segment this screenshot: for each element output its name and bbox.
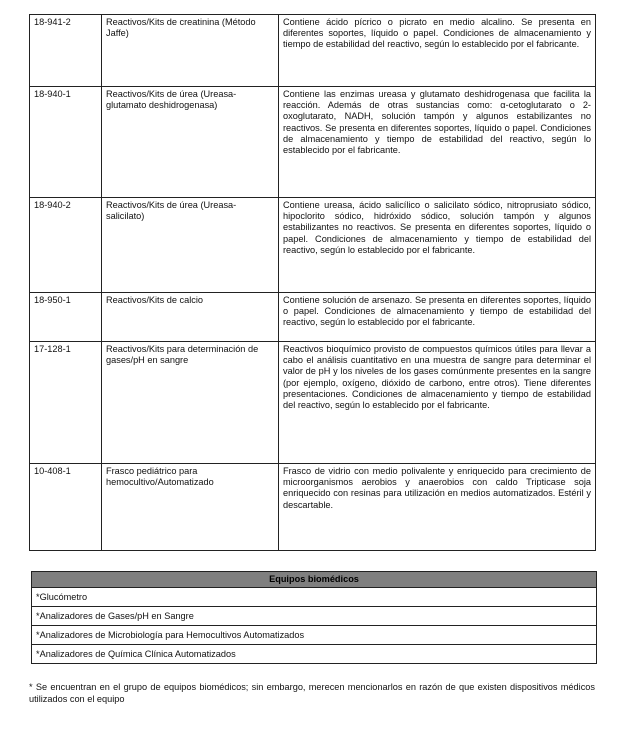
reactivo-name: Reactivos/Kits de úrea (Ureasa-glutamato deshidrogenasa) <box>102 87 279 198</box>
table-row <box>32 626 597 645</box>
equipos-table <box>31 571 597 664</box>
reactivo-description: Contiene ureasa, ácido salicílico o salicilato sódico, nitroprusiato sódico, hipoclorito sódico, hidróxido sódico, solución tampón y algunos estabilizantes no reactivos. Se presenta en diferentes soportes, líquido o papel. Condiciones de almacenamiento y tiempo de estabilidad del reactivo, según lo establecido por el fabricante. <box>279 198 596 293</box>
reactivos-table <box>29 14 596 551</box>
reactivo-description: Reactivos bioquímico provisto de compuestos químicos útiles para llevar a cabo el análisis cuantitativo en una muestra de sangre para determinar el valor de pH y los niveles de los gases comúnmente presentes en la sangre (por ejemplo, oxígeno, dióxido de carbono, entre otros). Tiene diferentes presentaciones. Condiciones de almacenamiento y tiempo de estabilidad del reactivo, según lo establecido por el fabricante. <box>279 342 596 464</box>
table-row <box>30 464 596 551</box>
reactivo-name: Reactivos/Kits para determinación de gases/pH en sangre <box>102 342 279 464</box>
equipo-item: *Glucómetro <box>32 588 597 607</box>
table-row <box>30 15 596 87</box>
table-row <box>32 645 597 664</box>
reactivo-description: Contiene las enzimas ureasa y glutamato deshidrogenasa que facilita la reacción. Además de otras sustancias como: α-cetoglutarato o 2-oxoglutarato, NADH, solución tampón y algunos estabilizantes no reactivos. Se presenta en diferentes soportes, líquido o papel. Condiciones de almacenamiento y tiempo de estabilidad del reactivo, según lo establecido por el fabricante. <box>279 87 596 198</box>
table-row <box>30 342 596 464</box>
reactivo-name: Reactivos/Kits de úrea (Ureasa-salicilato) <box>102 198 279 293</box>
reactivo-code: 18-950-1 <box>30 293 102 342</box>
table-row <box>30 198 596 293</box>
reactivo-description: Contiene solución de arsenazo. Se presenta en diferentes soportes, líquido o papel. Condiciones de almacenamiento y tiempo de estabilidad del reactivo, según lo establecido por el fabricante. <box>279 293 596 342</box>
reactivo-description: Frasco de vidrio con medio polivalente y enriquecido para crecimiento de microorganismos aerobios y anaerobios con caldo Tripticase soja enriquecido con resinas para utilización en medios automatizados. Estéril y descartable. <box>279 464 596 551</box>
reactivo-name: Reactivos/Kits de calcio <box>102 293 279 342</box>
reactivo-code: 18-940-1 <box>30 87 102 198</box>
reactivo-description: Contiene ácido pícrico o picrato en medio alcalino. Se presenta en diferentes soportes, líquido o papel. Condiciones de almacenamiento y tiempo de estabilidad del reactivo, según lo establecido por el fabricante. <box>279 15 596 87</box>
reactivo-code: 10-408-1 <box>30 464 102 551</box>
equipos-title: Equipos biomédicos <box>32 572 597 588</box>
reactivo-code: 17-128-1 <box>30 342 102 464</box>
reactivo-name: Frasco pediátrico para hemocultivo/Automatizado <box>102 464 279 551</box>
equipos-header-row <box>32 572 597 588</box>
reactivo-code: 18-940-2 <box>30 198 102 293</box>
reactivo-name: Reactivos/Kits de creatinina (Método Jaffe) <box>102 15 279 87</box>
table-row <box>32 588 597 607</box>
equipo-item: *Analizadores de Microbiología para Hemocultivos Automatizados <box>32 626 597 645</box>
equipo-item: *Analizadores de Química Clínica Automatizados <box>32 645 597 664</box>
table-row <box>32 607 597 626</box>
table-row <box>30 293 596 342</box>
table-row <box>30 87 596 198</box>
reactivo-code: 18-941-2 <box>30 15 102 87</box>
footnote: * Se encuentran en el grupo de equipos biomédicos; sin embargo, merecen mencionarlos en razón de que existen dispositivos médicos utilizados con el equipo <box>29 682 595 704</box>
equipo-item: *Analizadores de Gases/pH en Sangre <box>32 607 597 626</box>
